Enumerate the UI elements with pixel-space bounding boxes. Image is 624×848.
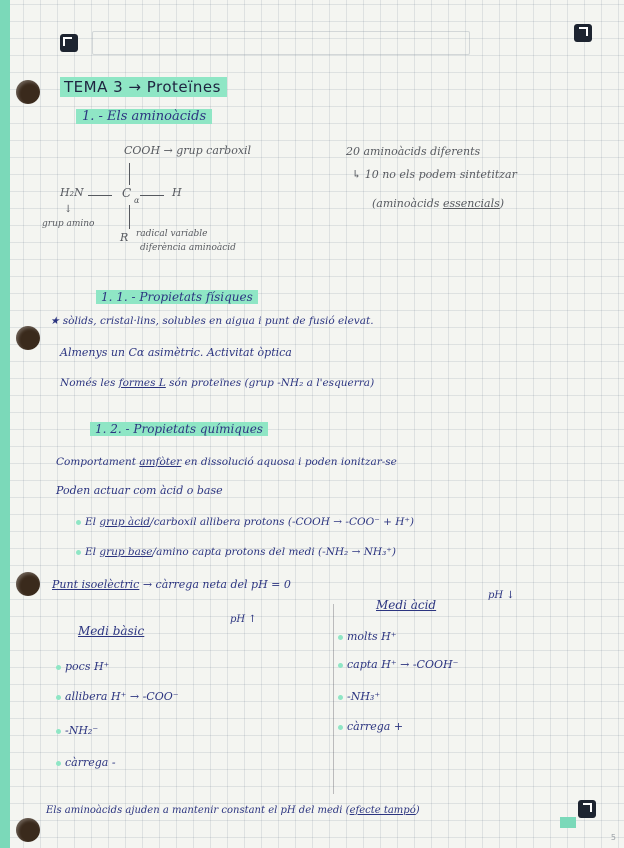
subsection-heading: 1. 2. - Propietats químiques [90,422,268,436]
section-heading: 1. - Els aminoàcids [76,109,212,124]
side-note-line: 20 aminoàcids diferents [346,145,481,158]
radical-note: radical variable [136,229,208,239]
acid-ph: pH ↓ [488,590,515,601]
text-line: Almenys un Cα asimètric. Activitat òptica [60,346,292,359]
list-item: càrrega + [338,720,403,733]
binder-hole [16,80,40,104]
text-line: Poden actuar com àcid o base [56,484,223,497]
bullet-item: El grup base/amino capta protons del medi (-NH₂ → NH₃⁺) [76,546,396,558]
structure-h2n: H₂N [60,186,84,199]
text-line: ★ sòlids, cristal·lins, solubles en aigua i punt de fusió elevat. [50,315,374,327]
text-line: Punt isoelèctric → càrrega neta del pH = 0 [52,578,291,591]
column-divider [333,604,334,794]
binder-hole [16,572,40,596]
amino-arrow: ↓ [64,204,73,215]
list-item: pocs H⁺ [56,660,109,673]
binder-hole [16,326,40,350]
text-line: Comportament amfòter en dissolució aquosa i poden ionitzar-se [56,456,397,468]
green-binding-strip [0,0,10,848]
acid-title: Medi àcid [376,598,437,612]
notebook-logo-icon [574,24,592,42]
list-item: allibera H⁺ → -COO⁻ [56,690,179,703]
bond-line [88,195,112,196]
side-note-line: ↳ 10 no els podem sintetitzar [352,168,517,181]
list-item: càrrega - [56,756,116,769]
bond-line [129,163,130,185]
page-number: 5 [610,833,616,842]
subsection-heading: 1. 1. - Propietats físiques [96,290,258,304]
bullet-item: El grup àcid/carboxil allibera protons (-COOH → -COO⁻ + H⁺) [76,516,414,528]
notebook-logo-icon [60,34,78,52]
corner-mark [560,817,576,828]
list-item: molts H⁺ [338,630,397,643]
bond-line [129,205,130,229]
radical-note: diferència aminoàcid [140,243,236,253]
basic-title: Medi bàsic [78,624,145,638]
text-line: Només les formes L són proteïnes (grup -NH₂ a l'esquerra) [60,377,375,389]
structure-r: R [120,231,129,244]
basic-ph: pH ↑ [230,614,257,625]
structure-c: C [122,186,132,200]
structure-cooh: COOH → grup carboxil [124,144,252,157]
list-item: -NH₂⁻ [56,724,98,737]
notebook-logo-icon [578,800,596,818]
structure-h: H [172,186,182,199]
page-title: TEMA 3 → Proteïnes [60,77,227,97]
header-field [92,31,470,55]
list-item: -NH₃⁺ [338,690,380,703]
binder-hole [16,818,40,842]
structure-alpha: α [134,196,140,205]
list-item: capta H⁺ → -COOH⁻ [338,658,458,671]
closing-line: Els aminoàcids ajuden a mantenir constant el pH del medi (efecte tampó) [46,805,420,816]
amino-label: grup amino [42,219,95,229]
bond-line [140,195,164,196]
side-note-line: (aminoàcids essencials) [372,197,505,210]
